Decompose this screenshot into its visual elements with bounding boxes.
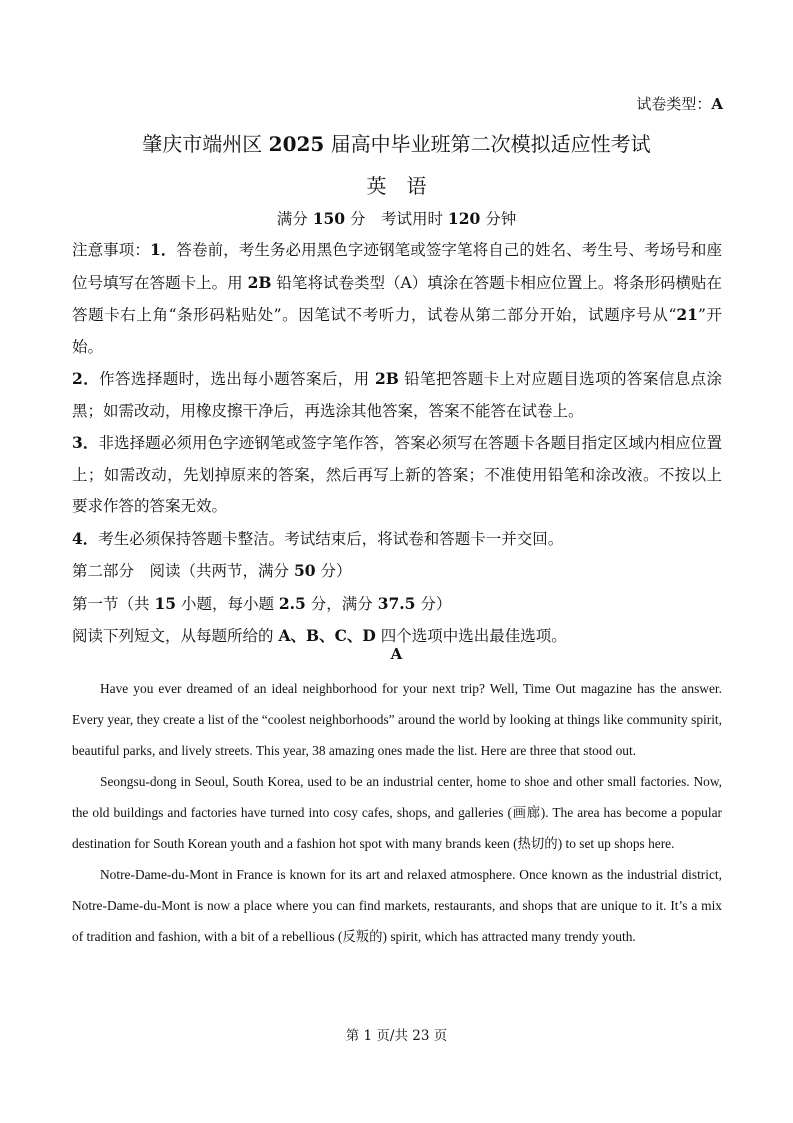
notes-heading: 注意事项： (72, 241, 150, 259)
passage-paragraph-2: Seongsu-dong in Seoul, South Korea, used to be an industrial center, home to shoe and other small factories. Now, the old buildings and factories have turned into cosy cafes, shops, and galleries (画廊). The area has become a popular destination for South Korean youth and a fashion hot spot with many brands keen (热切的) to set up shops here. (72, 774, 722, 851)
instruction-text-b: 四个选项中选出最佳选项。 (375, 627, 567, 645)
footer-page-total: 23 (412, 1028, 430, 1044)
section-1-total: 37.5 (377, 593, 416, 613)
subject-heading: 英语 (366, 174, 447, 198)
section-1-text-c: 分，满分 (305, 594, 378, 613)
passage-a (72, 673, 722, 952)
page-footer (0, 1024, 793, 1044)
score-line (0, 207, 793, 229)
score-full-value: 150 (312, 209, 346, 228)
passage-paragraph-1: Have you ever dreamed of an ideal neighborhood for your next trip? Well, Time Out magazine has the answer. Every year, they create a list of the “coolest neighborhoods” around the world by looking at things like community spirit, beautiful parks, and lively streets. This year, 38 amazing ones made the list. Here are three that stood out. (72, 681, 722, 758)
note-2-number: 2． (72, 369, 100, 388)
section-1-text-b: 小题，每小题 (176, 594, 279, 613)
section-1-heading (72, 588, 722, 621)
note-1-start-number: 21 (676, 305, 698, 324)
footer-page-number: 1 (363, 1028, 373, 1044)
exam-title (0, 128, 793, 157)
paper-type (636, 93, 723, 114)
title-year: 2025 (268, 132, 325, 156)
part-2-heading (72, 555, 722, 588)
note-4-text: 考生必须保持答题卡整洁。考试结束后，将试卷和答题卡一并交回。 (98, 529, 564, 548)
note-2-text-b: 铅笔把答题卡上对应题目选项的答案信息点涂黑；如需改动，用橡皮擦干净后，再选涂其他答案，答案不能答在试卷上。 (72, 370, 722, 420)
note-3 (72, 427, 722, 523)
instruction-text-a: 阅读下列短文，从每题所给的 (72, 627, 279, 645)
score-full-unit: 分 考试用时 (345, 210, 448, 228)
section-1-text-a: 第一节（共 (72, 594, 155, 613)
note-4 (72, 523, 722, 556)
note-1-pencil: 2B (247, 272, 272, 292)
part-2-score: 50 (293, 561, 316, 580)
note-1-text-b: 铅笔将试卷类型（A）填涂在答题卡相应位置上。将条形码横贴在答题卡右上角“条形码粘贴处”。因笔试不考听力，试卷从第二部分开始，试题序号从“ (72, 273, 722, 324)
section-1-each: 2.5 (278, 593, 306, 613)
footer-text-a: 第 (345, 1028, 364, 1044)
passage-label: A (390, 645, 403, 663)
section-1-count: 15 (154, 593, 177, 613)
note-2-text-a: 作答选择题时，选出每小题答案后，用 (99, 370, 375, 388)
note-2 (72, 363, 722, 427)
note-3-text: 非选择题必须用色字迹钢笔或签字笔作答，答案必须写在答题卡各题目指定区域内相应位置上；如需改动，先划掉原来的答案，然后再写上新的答案；不准使用铅笔和涂改液。不按以上要求作答的答案无效。 (72, 434, 722, 515)
note-2-pencil: 2B (374, 369, 399, 388)
note-1-text-c: ”开始。 (72, 306, 722, 356)
part-2-text-a: 第二部分 阅读（共两节，满分 (72, 562, 294, 580)
footer-text-b: 页/共 (372, 1028, 413, 1044)
paper-type-label: 试卷类型： (636, 95, 712, 113)
note-1 (72, 234, 722, 363)
title-prefix: 肇庆市端州区 (142, 132, 269, 156)
score-time-unit: 分钟 (480, 210, 517, 228)
note-3-number: 3． (72, 433, 99, 452)
footer-text-c: 页 (429, 1028, 448, 1044)
score-time-value: 120 (447, 209, 481, 228)
note-4-number: 4． (72, 528, 99, 548)
exam-notes (72, 234, 722, 653)
instruction-options: A、B、C、D (278, 626, 376, 645)
passage-paragraph-3: Notre-Dame-du-Mont in France is known for its art and relaxed atmosphere. Once known as the industrial district, Notre-Dame-du-Mont is now a place where you can find markets, restaurants, and shops that are unique to it. It’s a mix of tradition and fashion, with a bit of a rebellious (反叛的) spirit, which has attracted many trendy youth. (72, 867, 722, 944)
paper-type-value: A (711, 95, 723, 113)
score-full-label: 满分 (276, 210, 313, 228)
note-1-number: 1． (149, 240, 177, 259)
title-suffix: 届高中毕业班第二次模拟适应性考试 (324, 132, 651, 156)
part-2-text-b: 分） (315, 562, 352, 580)
note-1-text-a: 答卷前，考生务必用黑色字迹钢笔或签字笔将自己的姓名、考生号、考场号和座位号填写在答题卡上。用 (72, 241, 722, 292)
section-1-text-d: 分） (415, 594, 452, 613)
